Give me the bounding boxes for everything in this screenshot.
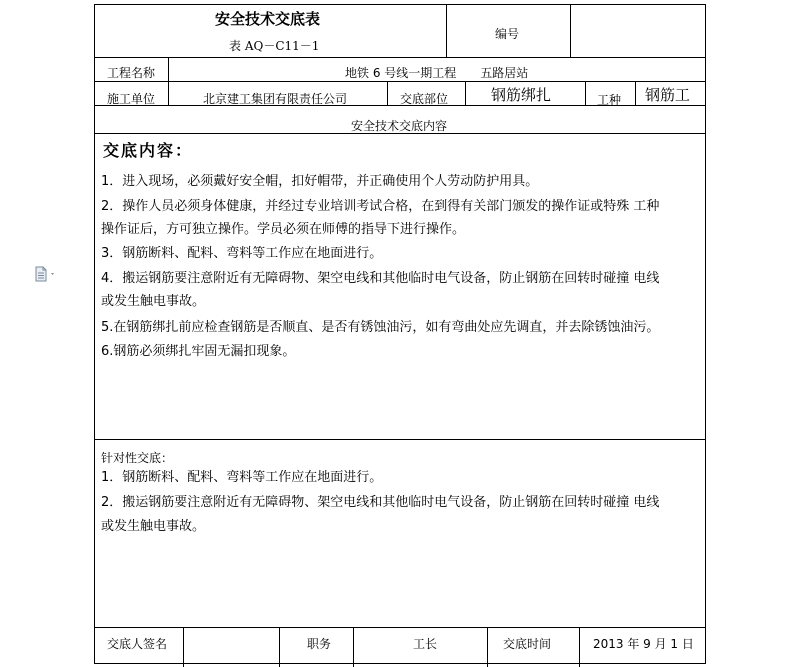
form-code: 表 AQ－C11－1 xyxy=(229,39,320,53)
briefing-time-label: 交底时间 xyxy=(503,637,552,651)
construction-unit-label: 施工单位 xyxy=(107,92,156,106)
targeted-briefing-label: 针对性交底： xyxy=(101,451,174,465)
signer-label: 交底人签名 xyxy=(107,637,168,651)
content-line: 5.在钢筋绑扎前应检查钢筋是否顺直、是否有锈蚀油污，如有弯曲处应先调直，并去除锈蚀油污。 xyxy=(101,320,660,335)
trade-label: 工种 xyxy=(597,93,622,107)
briefing-part-value[interactable]: 钢筋绑扎 xyxy=(491,86,552,104)
signer-value-cell[interactable] xyxy=(185,629,277,659)
safety-briefing-form xyxy=(94,4,706,664)
construction-unit-value[interactable]: 北京建工集团有限责任公司 xyxy=(203,92,348,106)
position-value[interactable]: 工长 xyxy=(413,637,438,651)
section-title: 安全技术交底内容 xyxy=(351,119,448,133)
trade-value[interactable]: 钢筋工 xyxy=(645,86,691,104)
briefing-time-value[interactable]: 2013 年 9 月 1 日 xyxy=(593,637,694,651)
content-heading: 交底内容： xyxy=(103,141,194,160)
position-label: 职务 xyxy=(307,637,332,651)
targeted-line: 1．钢筋断料、配料、弯料等工作应在地面进行。 xyxy=(101,470,383,485)
content-line: 4．搬运钢筋要注意附近有无障碍物、架空电线和其他临时电气设备，防止钢筋在回转时碰撞 电线 xyxy=(101,271,660,286)
briefing-part-label: 交底部位 xyxy=(400,92,449,106)
content-line: 或发生触电事故。 xyxy=(101,294,206,309)
project-name-label: 工程名称 xyxy=(107,66,156,80)
document-icon[interactable] xyxy=(34,266,58,282)
content-line: 6.钢筋必须绑扎牢固无漏扣现象。 xyxy=(101,344,296,359)
content-line: 2．操作人员必须身体健康，并经过专业培训考试合格，在到得有关部门颁发的操作证或特殊 工种 xyxy=(101,199,660,214)
content-line: 操作证后，方可独立操作。学员必须在师傅的指导下进行操作。 xyxy=(101,222,466,237)
targeted-line: 或发生触电事故。 xyxy=(101,519,206,534)
targeted-line: 2．搬运钢筋要注意附近有无障碍物、架空电线和其他临时电气设备，防止钢筋在回转时碰撞 电线 xyxy=(101,495,660,510)
form-title: 安全技术交底表 xyxy=(215,10,321,28)
content-line: 1．进入现场，必须戴好安全帽，扣好帽带，并正确使用个人劳动防护用具。 xyxy=(101,174,539,189)
number-value-cell[interactable] xyxy=(572,7,704,55)
content-line: 3．钢筋断料、配料、弯料等工作应在地面进行。 xyxy=(101,246,383,261)
project-name-value[interactable]: 地铁 6 号线一期工程 五路居站 xyxy=(345,66,529,80)
number-label: 编号 xyxy=(495,27,520,41)
